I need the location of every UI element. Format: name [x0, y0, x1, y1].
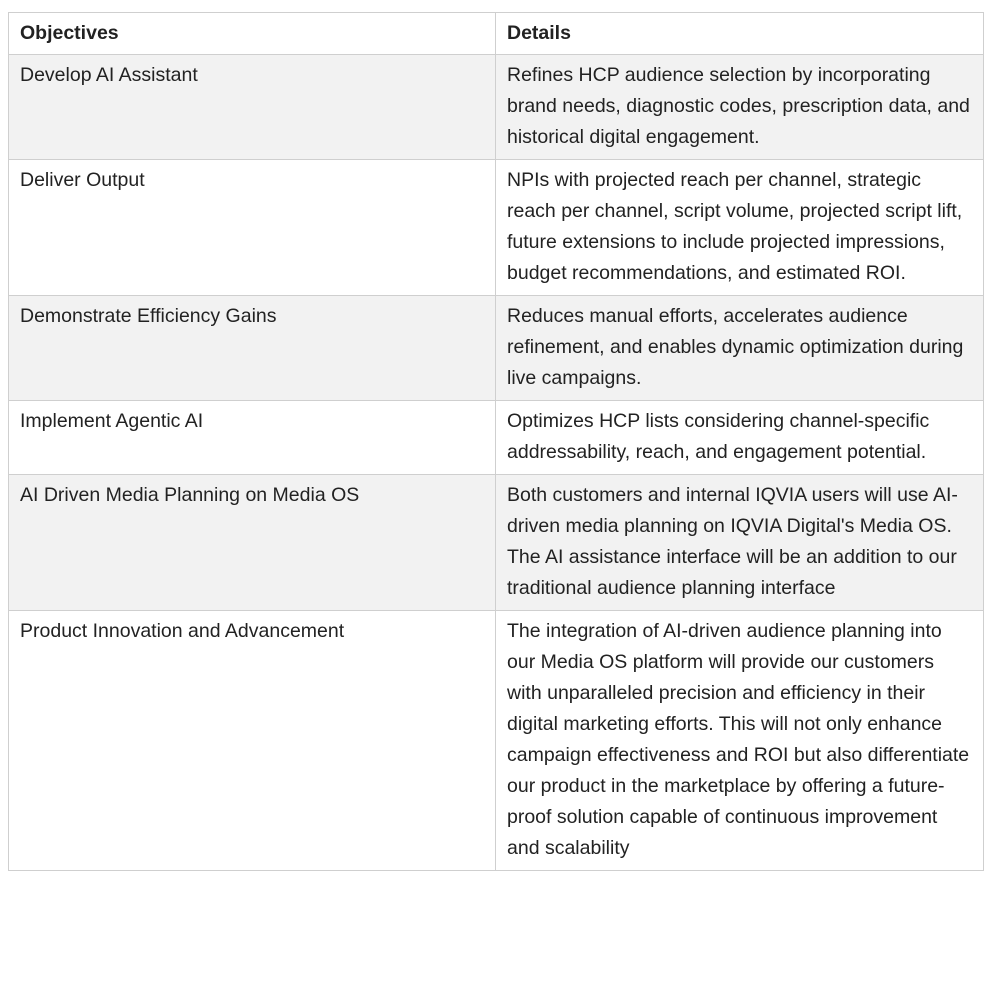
objectives-table: [8, 12, 984, 871]
header-row: [9, 13, 984, 55]
table-row: [9, 296, 984, 401]
details-cell: Refines HCP audience selection by incorporating brand needs, diagnostic codes, prescription data, and historical digital engagement.: [496, 55, 984, 160]
details-cell: Optimizes HCP lists considering channel-specific addressability, reach, and engagement potential.: [496, 401, 984, 475]
details-cell: NPIs with projected reach per channel, strategic reach per channel, script volume, projected script lift, future extensions to include projected impressions, budget recommendations, and estimated ROI.: [496, 160, 984, 296]
details-cell: The integration of AI-driven audience planning into our Media OS platform will provide our customers with unparalleled precision and efficiency in their digital marketing efforts. This will not only enhance campaign effectiveness and ROI but also differentiate our product in the marketplace by offering a future-proof solution capable of continuous improvement and scalability: [496, 611, 984, 871]
table-header: [9, 13, 984, 55]
objective-cell: AI Driven Media Planning on Media OS: [9, 475, 496, 611]
table-row: [9, 55, 984, 160]
header-details: Details: [496, 13, 984, 55]
details-cell: Both customers and internal IQVIA users will use AI-driven media planning on IQVIA Digital's Media OS. The AI assistance interface will be an addition to our traditional audience planning interface: [496, 475, 984, 611]
table-row: [9, 475, 984, 611]
objective-cell: Develop AI Assistant: [9, 55, 496, 160]
details-cell: Reduces manual efforts, accelerates audience refinement, and enables dynamic optimization during live campaigns.: [496, 296, 984, 401]
objectives-table-container: [8, 12, 983, 871]
table-row: [9, 401, 984, 475]
header-objectives: Objectives: [9, 13, 496, 55]
table-row: [9, 160, 984, 296]
objective-cell: Implement Agentic AI: [9, 401, 496, 475]
table-body: [9, 55, 984, 871]
objective-cell: Demonstrate Efficiency Gains: [9, 296, 496, 401]
objective-cell: Deliver Output: [9, 160, 496, 296]
objective-cell: Product Innovation and Advancement: [9, 611, 496, 871]
table-row: [9, 611, 984, 871]
